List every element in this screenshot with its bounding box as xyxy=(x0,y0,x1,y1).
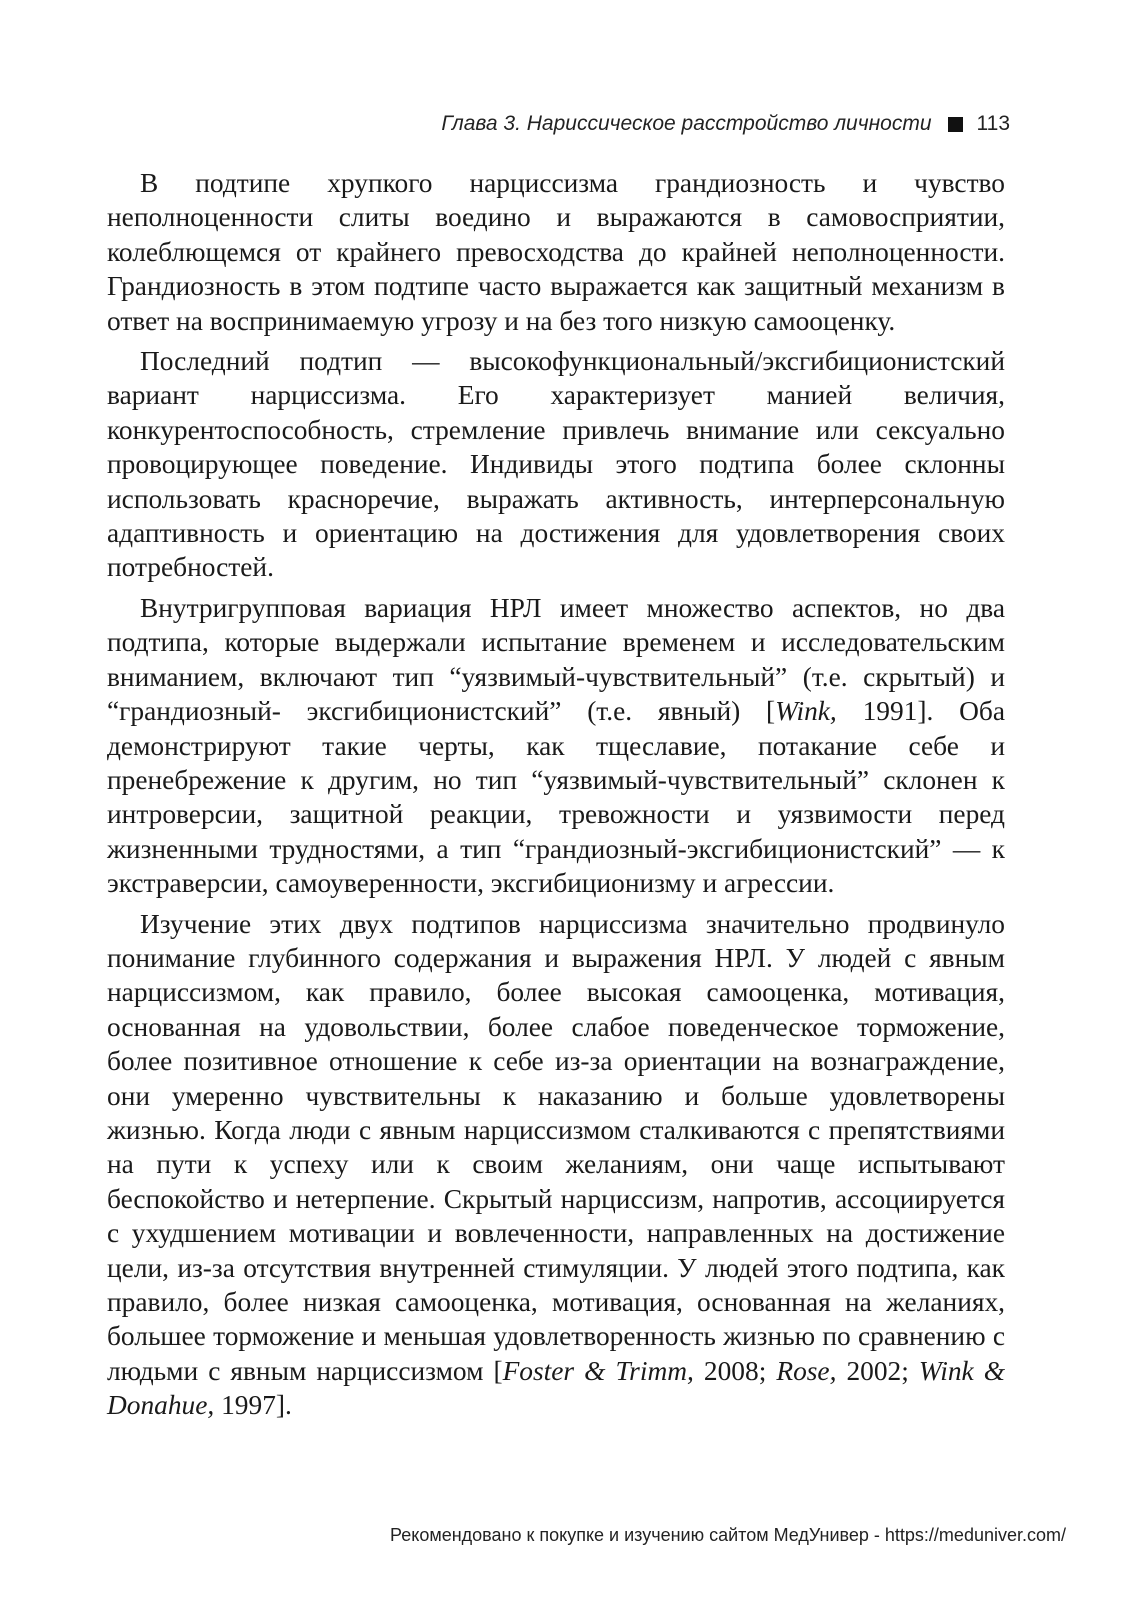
paragraph xyxy=(107,166,1005,338)
body-text xyxy=(107,166,1005,1423)
citation-author: Rose, xyxy=(776,1355,837,1386)
paragraph xyxy=(107,907,1005,1423)
citation-author: Wink, xyxy=(775,696,837,727)
text-run: 1991]. Оба демонстрируют такие черты, как тщеславие, потакание себе и пренебрежение к другим, но тип “уязвимый-чувствительный” склонен к интроверсии, защитной реакции, тревожности и уязвимости перед жизненными трудностями, а тип “грандиозный-эксгибиционистский” — к экстраверсии, самоуверенности, эксгибиционизму и агрессии. xyxy=(107,696,1005,899)
chapter-title: Глава 3. Нариссическое расстройство личности xyxy=(441,112,932,135)
citation-author: Wink & Donahue, xyxy=(107,1355,1006,1421)
text-run: В подтипе хрупкого нарциссизма грандиозность и чувство неполноценности слиты воедино и выражаются в самовосприятии, колеблющемся от крайнего превосходства до крайней неполноценности. Грандиозность в этом подтипе часто выражается как защитный механизм в ответ на воспринимаемую угрозу и на без того низкую самооценку. xyxy=(107,168,1005,336)
paragraph xyxy=(107,344,1005,585)
footer-note: Рекомендовано к покупке и изучению сайтом МедУнивер - https://meduniver.com/ xyxy=(390,1525,1066,1545)
text-run: Внутригрупповая вариация НРЛ имеет множество аспектов, но два подтипа, которые выдержали испытание временем и исследовательским вниманием, включают тип “уязвимый-чувствительный” (т.е. скрытый) и “грандиозный- эксгибиционистский” (т.е. явный) [ xyxy=(107,592,1005,727)
citation-author: Foster & Trimm, xyxy=(502,1355,694,1386)
text-run: 1997]. xyxy=(214,1390,292,1421)
paragraph xyxy=(107,591,1005,901)
running-head xyxy=(441,106,1010,142)
text-run: Последний подтип — высокофункциональный/эксгибиционистский вариант нарциссизма. Его характеризует манией величия, конкурентоспособность, стремление привлечь внимание или сексуально провоцирующее поведение. Индивиды этого подтипа более склонны использовать красноречие, выражать активность, интерперсональную адаптивность и ориентацию на достижения для удовлетворения своих потребностей. xyxy=(107,346,1005,583)
text-run: Изучение этих двух подтипов нарциссизма значительно продвинуло понимание глубинного содержания и выражения НРЛ. У людей с явным нарциссизмом, как правило, более высокая самооценка, мотивация, основанная на удовольствии, более слабое поведенческое торможение, более позитивное отношение к себе из-за ориентации на вознаграждение, они умеренно чувствительны к наказанию и больше удовлетворены жизнью. Когда люди с явным нарциссизмом сталкиваются с препятствиями на пути к успеху или к своим желаниям, они чаще испытывают беспокойство и нетерпение. Скрытый нарциссизм, напротив, ассоциируется с ухудшением мотивации и вовлеченности, направленных на достижение цели, из-за отсутствия внутренней стимуляции. У людей этого подтипа, как правило, более низкая самооценка, мотивация, основанная на желаниях, большее торможение и меньшая удовлетворенность жизнью по сравнению с людьми с явным нарциссизмом [ xyxy=(107,908,1005,1386)
page-number: 113 xyxy=(976,112,1010,135)
square-bullet-icon xyxy=(948,117,963,132)
text-run: 2002; xyxy=(836,1355,919,1386)
text-run: 2008; xyxy=(693,1355,777,1386)
